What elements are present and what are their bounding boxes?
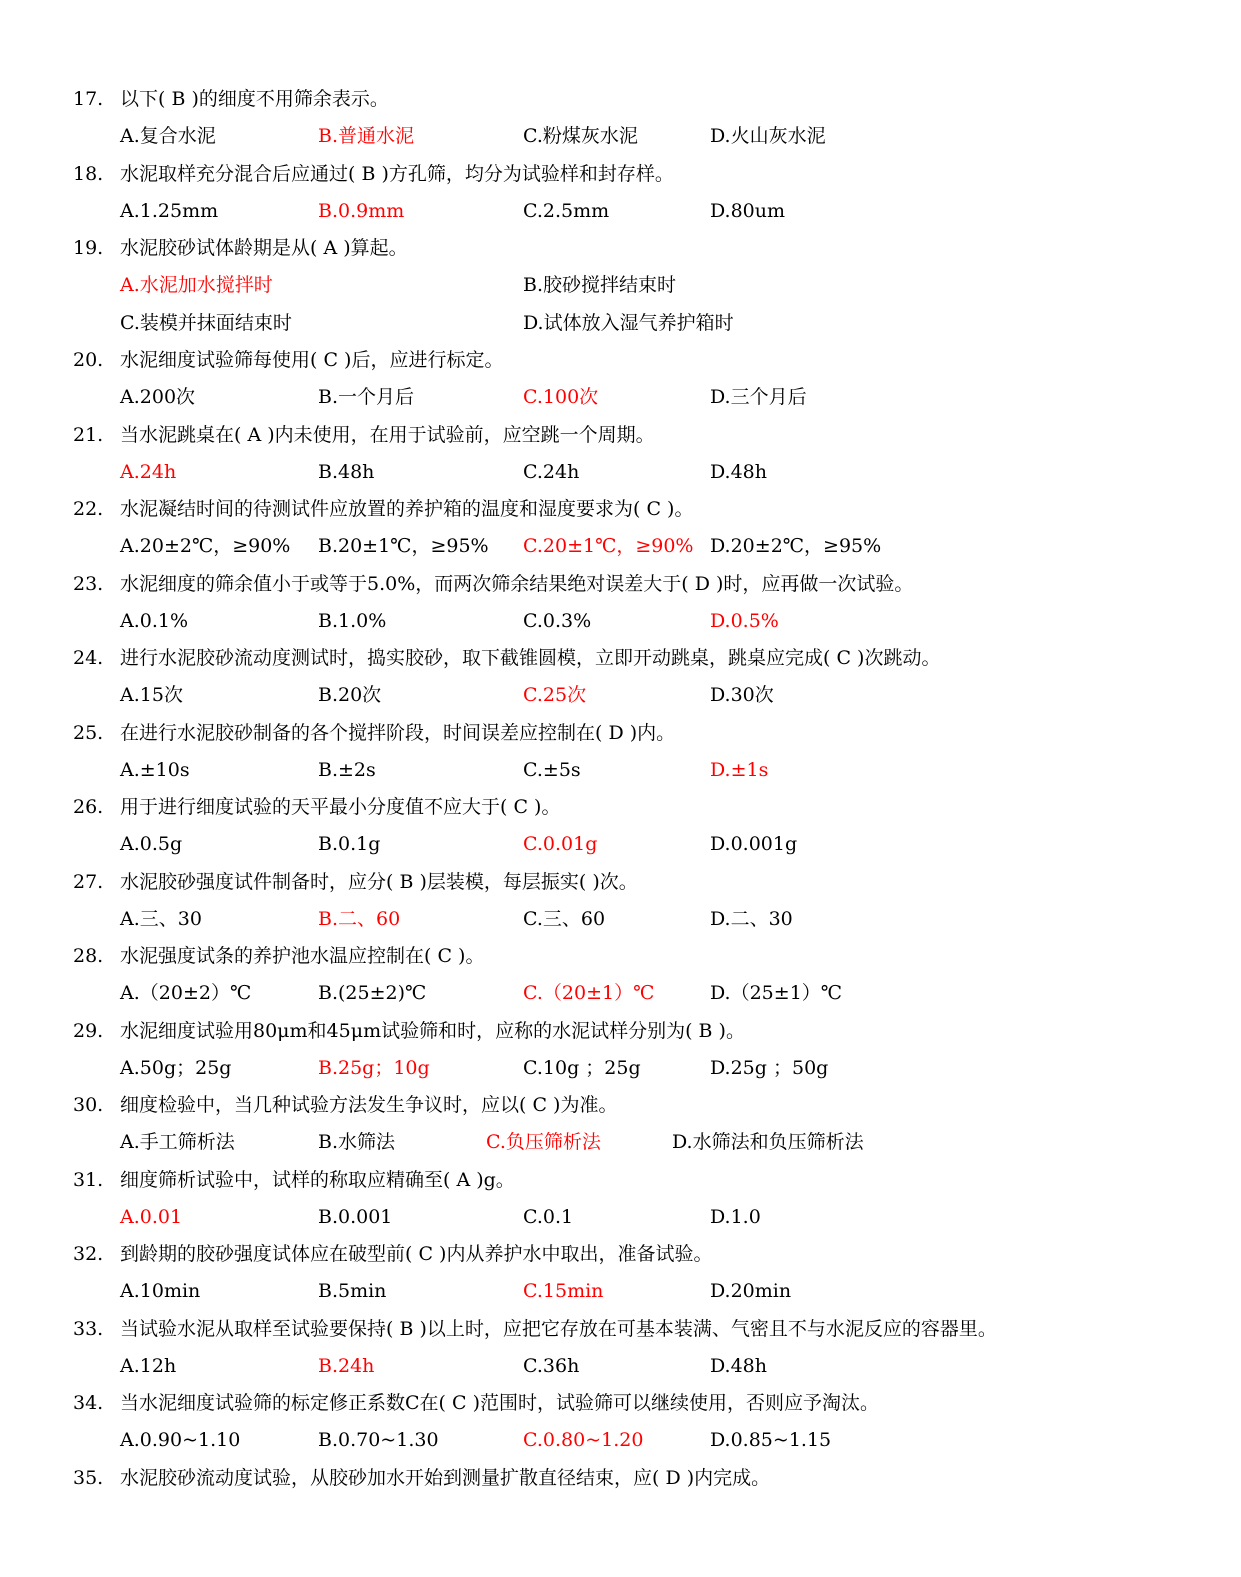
option-d: D.0.001g bbox=[710, 833, 798, 855]
option-d: D.48h bbox=[710, 460, 768, 483]
option-b: B.0.001 bbox=[318, 1205, 393, 1228]
question-text: 水泥取样充分混合后应通过( B )方孔筛，均分为试验样和封存样。 bbox=[120, 162, 674, 185]
option-d: D.试体放入湿气养护箱时 bbox=[523, 311, 734, 334]
question-number: 29. bbox=[73, 1019, 104, 1042]
option-c-answer: C.负压筛析法 bbox=[486, 1131, 601, 1153]
option-b: B.(25±2)℃ bbox=[318, 982, 427, 1004]
option-c: C.36h bbox=[523, 1354, 580, 1377]
question-23 bbox=[0, 566, 1241, 603]
option-d: D.（25±1）℃ bbox=[710, 982, 843, 1004]
option-b-answer: B.二、60 bbox=[318, 907, 401, 930]
question-27 bbox=[0, 864, 1241, 901]
question-text: 用于进行细度试验的天平最小分度值不应大于( C )。 bbox=[120, 796, 561, 818]
question-number: 20. bbox=[73, 349, 104, 371]
question-35 bbox=[0, 1460, 1241, 1497]
question-19 bbox=[0, 230, 1241, 267]
question-number: 18. bbox=[73, 162, 104, 185]
question-number: 28. bbox=[73, 945, 104, 967]
option-d: D.30次 bbox=[710, 684, 774, 706]
question-number: 24. bbox=[73, 647, 104, 669]
question-21 bbox=[0, 417, 1241, 454]
question-number: 30. bbox=[73, 1094, 104, 1116]
option-d: D.25g ；50g bbox=[710, 1056, 829, 1079]
question-number: 17. bbox=[73, 88, 104, 110]
question-number: 26. bbox=[73, 796, 104, 818]
option-b: B.20次 bbox=[318, 684, 382, 706]
option-b-answer: B.普通水泥 bbox=[318, 125, 415, 147]
options-row bbox=[0, 1348, 1241, 1386]
question-text: 以下( B )的细度不用筛余表示。 bbox=[120, 88, 389, 110]
question-31 bbox=[0, 1162, 1241, 1199]
option-c-answer: C.（20±1）℃ bbox=[523, 982, 655, 1004]
options-row bbox=[0, 454, 1241, 492]
options-row bbox=[0, 1199, 1241, 1237]
question-text: 水泥胶砂试体龄期是从( A )算起。 bbox=[120, 237, 408, 259]
option-a: A.10min bbox=[120, 1280, 201, 1302]
question-number: 33. bbox=[73, 1317, 104, 1340]
option-a: A.手工筛析法 bbox=[120, 1131, 235, 1153]
option-a-answer: A.水泥加水搅拌时 bbox=[120, 274, 273, 296]
option-a: A.1.25mm bbox=[120, 199, 219, 222]
question-number: 34. bbox=[73, 1392, 104, 1414]
options-row bbox=[0, 267, 1241, 305]
option-c-answer: C.0.01g bbox=[523, 833, 598, 855]
exam-page bbox=[0, 81, 1241, 1497]
option-a: A.12h bbox=[120, 1354, 177, 1377]
question-text: 水泥强度试条的养护池水温应控制在( C )。 bbox=[120, 945, 485, 967]
option-b: B.0.70~1.30 bbox=[318, 1429, 439, 1451]
option-d: D.二、30 bbox=[710, 907, 793, 930]
options-row bbox=[0, 975, 1241, 1013]
option-c: C.2.5mm bbox=[523, 199, 610, 222]
option-b: B.48h bbox=[318, 460, 375, 483]
option-c: C.±5s bbox=[523, 758, 581, 781]
option-d: D.48h bbox=[710, 1354, 768, 1377]
question-text: 水泥凝结时间的待测试件应放置的养护箱的温度和湿度要求为( C )。 bbox=[120, 498, 694, 520]
question-text: 水泥细度的筛余值小于或等于5.0%，而两次筛余结果绝对误差大于( D )时，应再做一次试验。 bbox=[120, 572, 914, 595]
question-number: 31. bbox=[73, 1168, 104, 1191]
option-a: A.0.5g bbox=[120, 833, 183, 855]
option-b: B.±2s bbox=[318, 758, 376, 781]
options-row bbox=[0, 603, 1241, 641]
option-c-answer: C.15min bbox=[523, 1280, 604, 1302]
options-row bbox=[0, 752, 1241, 790]
option-d: D.20±2℃，≥95% bbox=[710, 535, 882, 557]
option-a: A.200次 bbox=[120, 386, 196, 408]
option-a: A.±10s bbox=[120, 758, 190, 781]
option-c: C.三、60 bbox=[523, 907, 606, 930]
options-row bbox=[0, 1422, 1241, 1460]
question-number: 27. bbox=[73, 870, 104, 893]
question-text: 水泥细度试验用80μm和45μm试验筛和时，应称的水泥试样分别为( B )。 bbox=[120, 1019, 745, 1042]
option-b-answer: B.25g；10g bbox=[318, 1056, 430, 1079]
option-c: C.10g ；25g bbox=[523, 1056, 641, 1079]
option-d: D.0.85~1.15 bbox=[710, 1429, 832, 1451]
question-number: 21. bbox=[73, 423, 104, 446]
option-b: B.20±1℃，≥95% bbox=[318, 535, 489, 557]
question-number: 32. bbox=[73, 1243, 104, 1265]
question-text: 进行水泥胶砂流动度测试时，捣实胶砂，取下截锥圆模，立即开动跳桌，跳桌应完成( C )次跳动。 bbox=[120, 647, 941, 669]
option-a: A.0.90~1.10 bbox=[120, 1429, 241, 1451]
option-a-answer: A.0.01 bbox=[120, 1205, 183, 1228]
question-number: 35. bbox=[73, 1466, 104, 1489]
options-row bbox=[0, 193, 1241, 231]
question-34 bbox=[0, 1385, 1241, 1422]
option-b: B.0.1g bbox=[318, 833, 381, 855]
option-b: B.水筛法 bbox=[318, 1131, 396, 1153]
option-c: C.0.1 bbox=[523, 1205, 574, 1228]
options-row bbox=[0, 901, 1241, 939]
options-row bbox=[0, 305, 1241, 343]
option-c-answer: C.0.80~1.20 bbox=[523, 1429, 644, 1451]
option-c: C.0.3% bbox=[523, 609, 592, 632]
question-29 bbox=[0, 1013, 1241, 1050]
option-a: A.（20±2）℃ bbox=[120, 982, 252, 1004]
question-30 bbox=[0, 1087, 1241, 1124]
options-row bbox=[0, 379, 1241, 417]
question-32 bbox=[0, 1236, 1241, 1273]
question-28 bbox=[0, 938, 1241, 975]
option-b-answer: B.0.9mm bbox=[318, 199, 405, 222]
question-text: 到龄期的胶砂强度试体应在破型前( C )内从养护水中取出，准备试验。 bbox=[120, 1243, 713, 1265]
option-b: B.胶砂搅拌结束时 bbox=[523, 274, 677, 296]
question-text: 细度筛析试验中，试样的称取应精确至( A )g。 bbox=[120, 1168, 515, 1191]
option-d: D.火山灰水泥 bbox=[710, 125, 826, 147]
option-a: A.0.1% bbox=[120, 609, 189, 632]
question-number: 22. bbox=[73, 498, 104, 520]
question-number: 25. bbox=[73, 721, 104, 744]
options-row bbox=[0, 528, 1241, 566]
question-text: 水泥细度试验筛每使用( C )后，应进行标定。 bbox=[120, 349, 504, 371]
options-row bbox=[0, 118, 1241, 156]
question-text: 水泥胶砂流动度试验，从胶砂加水开始到测量扩散直径结束，应( D )内完成。 bbox=[120, 1466, 771, 1489]
option-a: A.三、30 bbox=[120, 907, 202, 930]
option-d: D.三个月后 bbox=[710, 386, 807, 408]
options-row bbox=[0, 1124, 1241, 1162]
option-d-answer: D.±1s bbox=[710, 758, 769, 781]
question-17 bbox=[0, 81, 1241, 118]
option-c-answer: C.100次 bbox=[523, 386, 599, 408]
option-b: B.1.0% bbox=[318, 609, 387, 632]
option-c: C.装模并抹面结束时 bbox=[120, 311, 292, 334]
question-text: 在进行水泥胶砂制备的各个搅拌阶段，时间误差应控制在( D )内。 bbox=[120, 721, 676, 744]
question-text: 当试验水泥从取样至试验要保持( B )以上时，应把它存放在可基本装满、气密且不与水泥反应的容器里。 bbox=[120, 1317, 997, 1340]
question-33 bbox=[0, 1311, 1241, 1348]
option-a: A.复合水泥 bbox=[120, 125, 216, 147]
options-row bbox=[0, 1050, 1241, 1088]
question-text: 水泥胶砂强度试件制备时，应分( B )层装模，每层振实( )次。 bbox=[120, 870, 638, 893]
option-b: B.一个月后 bbox=[318, 386, 415, 408]
question-24 bbox=[0, 640, 1241, 677]
option-a: A.15次 bbox=[120, 684, 183, 706]
question-20 bbox=[0, 342, 1241, 379]
option-d: D.20min bbox=[710, 1280, 792, 1302]
option-d: D.80um bbox=[710, 199, 786, 222]
question-number: 19. bbox=[73, 237, 104, 259]
option-c-answer: C.25次 bbox=[523, 684, 587, 706]
option-a: A.50g；25g bbox=[120, 1056, 232, 1079]
option-d-answer: D.0.5% bbox=[710, 609, 779, 632]
question-25 bbox=[0, 715, 1241, 752]
question-18 bbox=[0, 156, 1241, 193]
options-row bbox=[0, 826, 1241, 864]
option-a-answer: A.24h bbox=[120, 460, 177, 483]
option-d: D.水筛法和负压筛析法 bbox=[672, 1131, 864, 1153]
question-text: 当水泥细度试验筛的标定修正系数C在( C )范围时，试验筛可以继续使用，否则应予淘汰。 bbox=[120, 1392, 879, 1414]
option-a: A.20±2℃，≥90% bbox=[120, 535, 291, 557]
question-26 bbox=[0, 789, 1241, 826]
question-number: 23. bbox=[73, 572, 104, 595]
question-22 bbox=[0, 491, 1241, 528]
options-row bbox=[0, 1273, 1241, 1311]
question-text: 细度检验中，当几种试验方法发生争议时，应以( C )为准。 bbox=[120, 1094, 618, 1116]
option-c: C.粉煤灰水泥 bbox=[523, 125, 638, 147]
question-text: 当水泥跳桌在( A )内未使用，在用于试验前，应空跳一个周期。 bbox=[120, 423, 655, 446]
option-b: B.5min bbox=[318, 1280, 387, 1302]
option-c-answer: C.20±1℃，≥90% bbox=[523, 535, 694, 557]
option-c: C.24h bbox=[523, 460, 580, 483]
options-row bbox=[0, 677, 1241, 715]
option-b-answer: B.24h bbox=[318, 1354, 375, 1377]
option-d: D.1.0 bbox=[710, 1205, 761, 1228]
